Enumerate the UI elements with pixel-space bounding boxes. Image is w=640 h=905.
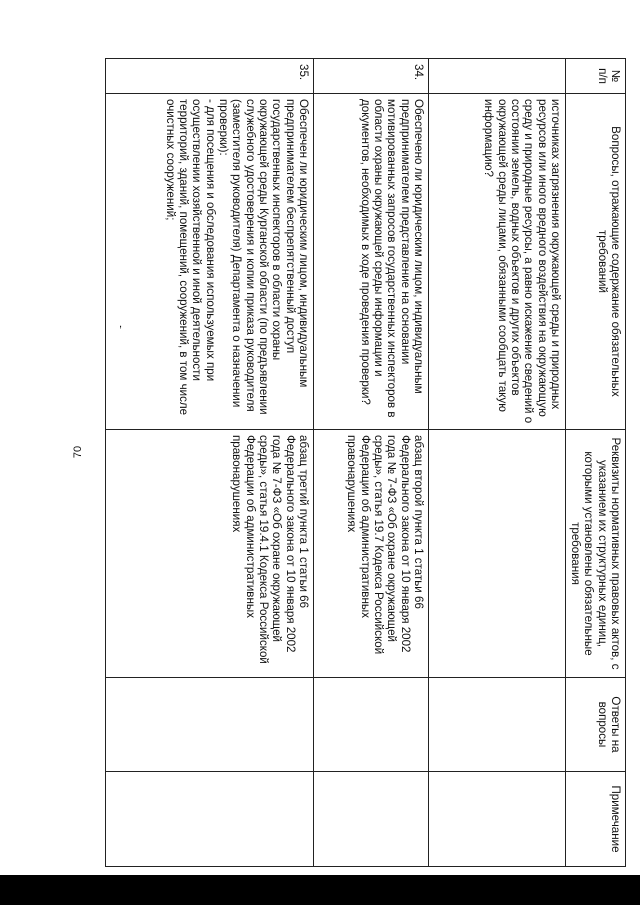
header-requisites: Реквизиты нормативных правовых актов, с указанием их структурных единиц, которыми установлены обязательные требования [565, 430, 625, 678]
row-answers[interactable] [428, 678, 565, 772]
page-number: 70 [72, 445, 85, 459]
table-row [105, 59, 313, 867]
table-row [313, 59, 428, 867]
row-num: 35. [105, 59, 313, 94]
row-answers[interactable] [105, 678, 313, 772]
header-num: № п/п [565, 59, 625, 94]
requirements-table [105, 58, 626, 867]
header-answers: Ответы на вопросы [565, 678, 625, 772]
row-requisites: абзац второй пункта 1 статьи 66 Федерального закона от 10 января 2002 года № 7-ФЗ «Об охране окружающей среды», статья 19.7 Кодекса Российской Федерации об административных правонарушениях [313, 430, 428, 678]
table-row [428, 59, 565, 867]
scan-bottom-border [0, 875, 640, 905]
row-note[interactable] [428, 772, 565, 867]
row-question: Обеспечено ли юридическим лицом, индивидуальным предпринимателем представление на основании мотивированных запросов государственных инспекторов в области охраны окружающей среды информации и документов, необходимых в ходе проведения проверки? [313, 94, 428, 430]
row-num: 34. [313, 59, 428, 94]
rotated-table-container [108, 58, 626, 853]
row-requisites [428, 430, 565, 678]
header-question: Вопросы, отражающие содержание обязательных требований [565, 94, 625, 430]
row-question: источниках загрязнения окружающей среды и природных ресурсов или иного вредного воздействия на окружающую среду и природные ресурсы, а равно искажение сведений о состоянии земель, водных объектов и других объектов окружающей среды лицами, обязанными сообщать такую информацию? [428, 94, 565, 430]
row-num [428, 59, 565, 94]
row-note[interactable] [313, 772, 428, 867]
row-question: Обеспечен ли юридическим лицом, индивидуальным предпринимателем беспрепятственный доступ государственных инспекторов в области охраны окружающей среды Курганской области (по предъявлении служебного удостоверения и копии приказа руководителя (заместителя руководителя) Департамента о назначении проверки): - для посещения и обследования используемых при осуществлении хозяйственной и иной деятельности территорий, зданий, помещений, сооружений, в том числе очистных сооружений; [105, 94, 313, 430]
row-answers[interactable] [313, 678, 428, 772]
header-note: Примечание [565, 772, 625, 867]
page-mark: , [119, 318, 123, 330]
row-requisites: абзац третий пункта 1 статьи 66 Федерального закона от 10 января 2002 года № 7-ФЗ «Об охране окружающей среды», статья 19.4.1 Кодекса Российской Федерации об административных правонарушениях [105, 430, 313, 678]
row-note[interactable] [105, 772, 313, 867]
table-header-row [565, 59, 625, 867]
